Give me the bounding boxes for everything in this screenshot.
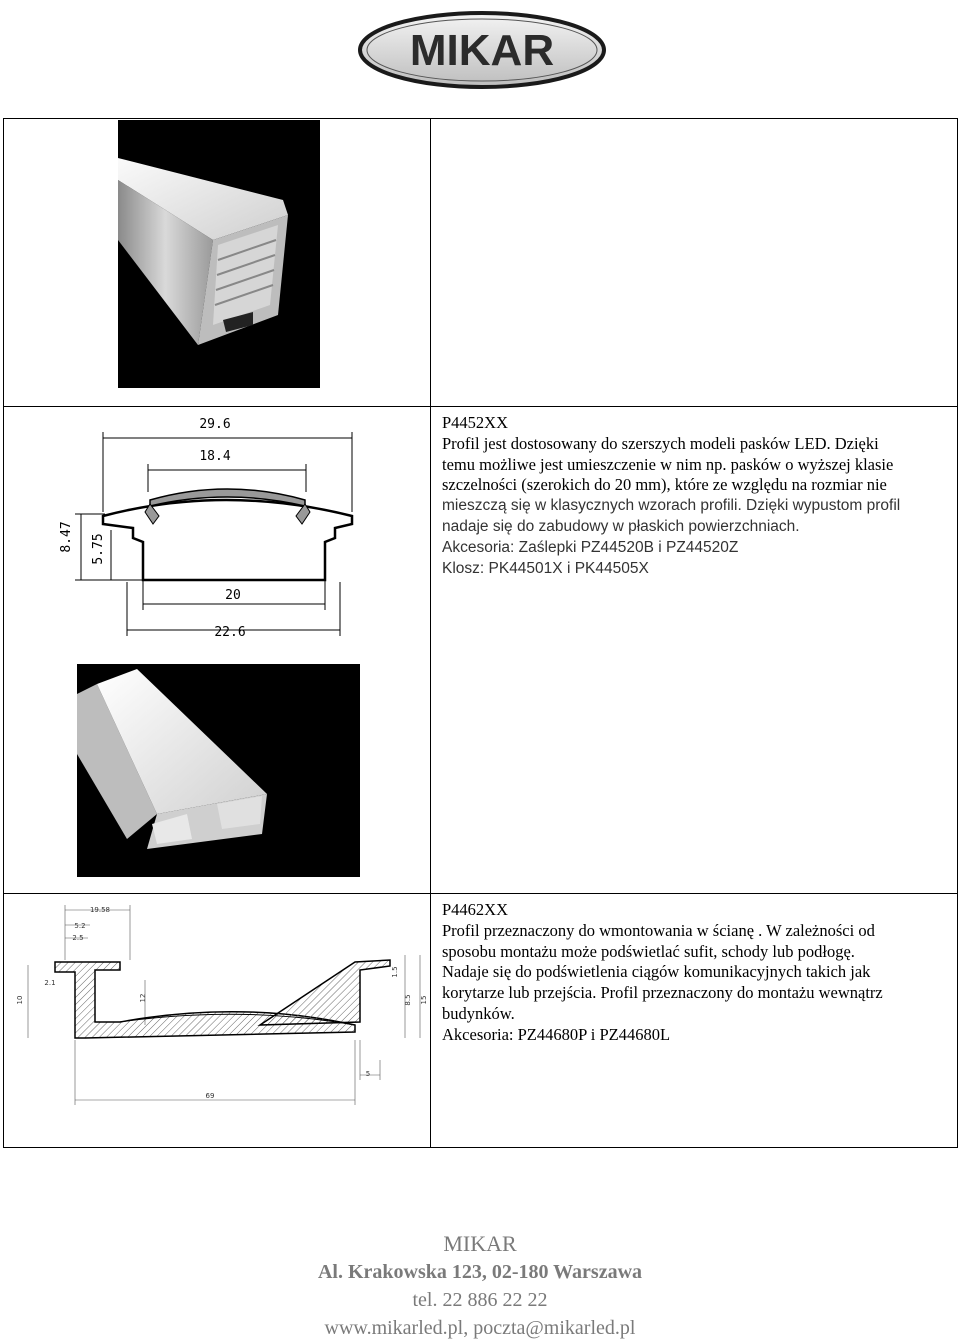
accessories-text: Akcesoria: PZ44680P i PZ44680L <box>442 1024 671 1044</box>
description-line: Profil przeznaczony do wmontowania w ścianę . W zależności od <box>442 920 875 940</box>
mikar-logo <box>357 10 607 90</box>
product-photo-p4462 <box>77 664 360 877</box>
description-line: budynków. <box>442 1003 515 1023</box>
logo-text: MIKAR <box>409 26 555 75</box>
dim-bottom-inner: 20 <box>225 588 241 603</box>
row-divider <box>3 406 958 407</box>
dim-height-inner: 5.75 <box>91 533 106 565</box>
accessories-text: Akcesoria: Zaślepki PZ44520B i PZ44520Z <box>442 538 739 556</box>
row-divider <box>3 893 958 894</box>
dim-9: 15 <box>420 995 428 1005</box>
description-line: nadaje się do zabudowy w płaskich powierzchniach. <box>442 517 800 535</box>
description-line: Profil jest dostosowany do szerszych modeli pasków LED. Dzięki <box>442 433 879 453</box>
description-line: mieszczą się w klasycznych wzorach profili. Dzięki wypustom profil <box>442 497 901 515</box>
footer-brand: MIKAR <box>443 1231 517 1256</box>
footer-phone: tel. 22 886 22 22 <box>412 1289 548 1311</box>
dim-3: 2.5 <box>72 934 84 942</box>
product-code: P4462XX <box>442 900 509 919</box>
dim-10: 5 <box>365 1070 371 1078</box>
dim-7: 8.5 <box>404 994 412 1006</box>
dim-4: 2.1 <box>44 979 56 987</box>
product-code: P4452XX <box>442 413 509 432</box>
product-description-p4452 <box>442 413 950 579</box>
dim-height-total: 8.47 <box>59 521 74 553</box>
technical-drawing-p4462 <box>10 900 430 1112</box>
technical-drawing-p4452 <box>55 412 375 644</box>
footer-address: Al. Krakowska 123, 02-180 Warszawa <box>317 1261 643 1283</box>
footer-web[interactable]: www.mikarled.pl, poczta@mikarled.pl <box>324 1317 636 1339</box>
description-line: korytarze lub przejścia. Profil przeznaczony do montażu wewnątrz <box>442 983 883 1003</box>
company-footer <box>0 1230 960 1342</box>
product-description-p4462 <box>442 900 950 1046</box>
description-line: Nadaje się do podświetlenia ciągów komunikacyjnych takich jak <box>442 962 871 982</box>
dim-6: 12 <box>139 993 147 1003</box>
dim-top-width: 29.6 <box>199 417 231 432</box>
description-line: temu możliwe jest umieszczenie w nim np. pasków o wyższej klasie <box>442 454 894 474</box>
column-divider <box>430 118 431 1148</box>
description-line: sposobu montażu może podświetlać sufit, schody lub podłogę. <box>442 941 855 961</box>
product-photo-p4452 <box>118 120 320 388</box>
dim-5: 10 <box>16 995 24 1005</box>
description-line: szczelności (szerokich do 20 mm), które ze względu na rozmiar nie <box>442 475 887 495</box>
dim-11: 69 <box>205 1092 215 1100</box>
dim-inner-width: 18.4 <box>199 449 231 464</box>
cover-text: Klosz: PK44501X i PK44505X <box>442 559 649 577</box>
dim-2: 5.2 <box>74 922 86 930</box>
dim-8: 1.5 <box>391 966 399 978</box>
dim-1: 19.58 <box>89 906 111 914</box>
dim-bottom-outer: 22.6 <box>214 625 246 640</box>
